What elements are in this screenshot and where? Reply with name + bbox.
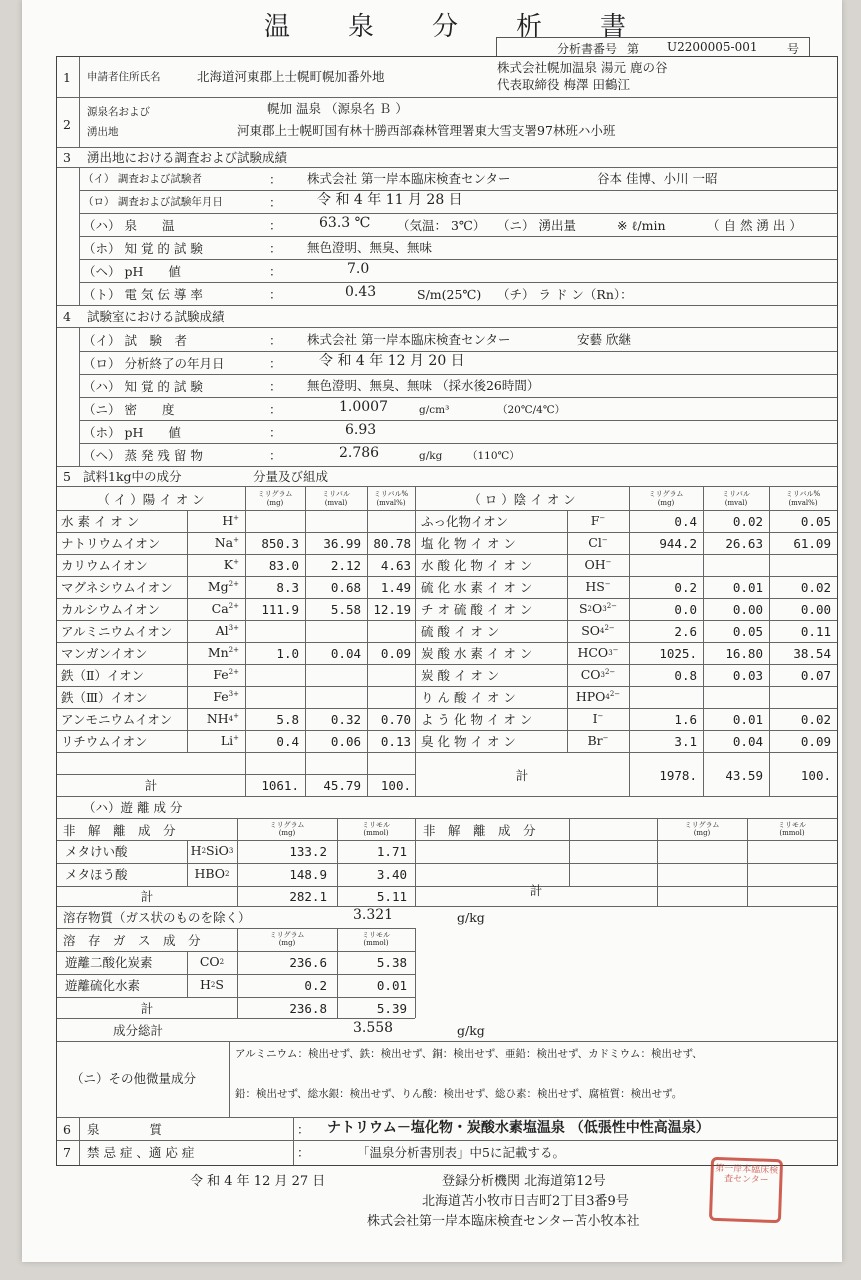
- s3-r6-label: （ト） 電 気 伝 導 率: [83, 287, 203, 302]
- row-line: [57, 576, 837, 577]
- anion-formula: $HCO_3^-$: [577, 645, 619, 660]
- residue-condition: （110℃）: [467, 450, 520, 462]
- gas-label: 溶 存 ガ ス 成 分: [63, 933, 201, 948]
- cation-formula: Na+: [214, 535, 239, 550]
- cation-pct: 0.13: [380, 734, 411, 749]
- unit-mmol: ミリモル: [362, 931, 390, 939]
- doc-number-value: U2200005-001: [667, 40, 758, 54]
- anion-formula: $HPO_4^{2-}$: [575, 689, 621, 704]
- anion-pct: 0.02: [800, 580, 831, 595]
- cation-total-mval: 45.79: [323, 778, 361, 793]
- unit-mval: (mval): [324, 499, 348, 507]
- nondiss-total-label: 計: [140, 889, 154, 904]
- unit-mval: (mval): [724, 499, 748, 507]
- s1-label: 申請者住所氏名: [87, 71, 161, 83]
- unit-mg: ミリグラム: [684, 821, 720, 829]
- anion-name: よ う 化 物 イ オ ン: [421, 712, 533, 727]
- gas-name: 遊離硫化水素: [65, 978, 141, 993]
- anion-mg: 0.0: [674, 602, 697, 617]
- cation-pct: 4.63: [380, 558, 411, 573]
- survey-tester-names: 谷本 佳博、小川 一昭: [597, 171, 718, 186]
- unit-mmol: (mmol): [363, 939, 389, 947]
- unit-mg: ミリグラム: [648, 490, 684, 498]
- footer-address: 北海道苫小牧市日吉町2丁目3番9号: [422, 1194, 629, 1209]
- cation-total-label: 計: [144, 778, 158, 793]
- survey-date: 令 和 4 年 11 月 28 日: [317, 192, 463, 208]
- anion-name: 硫 酸 イ オ ン: [421, 624, 500, 639]
- anion-mg: 0.4: [674, 514, 697, 529]
- footer-registry: 登録分析機関 北海道第12号: [442, 1174, 606, 1189]
- anion-formula: F−: [590, 513, 606, 528]
- anion-mval: 0.01: [732, 580, 763, 595]
- anion-mg: 2.6: [674, 624, 697, 639]
- anion-formula: $S_2O_3^{2-}$: [578, 601, 618, 616]
- flow-type: （ 自 然 湧 出 ）: [707, 218, 802, 233]
- cation-name: カリウムイオン: [61, 558, 148, 573]
- cation-mval: 36.99: [323, 536, 361, 551]
- unit-mg: (mg): [266, 499, 284, 507]
- sensory-test-field: 無色澄明、無臭、無味: [307, 240, 433, 255]
- anion-mg: 1025.: [659, 646, 697, 661]
- anion-formula: HS−: [585, 579, 611, 594]
- gas-mmol: 5.38: [376, 955, 407, 970]
- right-total-label: 計: [529, 883, 543, 898]
- s4-r1-label: （イ） 試 験 者: [83, 333, 187, 348]
- main-table: [56, 56, 838, 1166]
- spring-name: 幌加 温泉 （源泉名 Ｂ ）: [267, 101, 408, 116]
- gas-formula: $H_2S$: [200, 977, 224, 992]
- colon: ：: [269, 356, 282, 371]
- applicant-company: 株式会社幌加温泉 湯元 鹿の谷: [497, 60, 668, 75]
- colon: ：: [269, 402, 282, 417]
- cation-name: アンモニウムイオン: [61, 712, 173, 727]
- cation-formula: $Al^{3+}$: [215, 623, 239, 638]
- gas-mg: 236.6: [289, 955, 327, 970]
- analysis-end-date: 令 和 4 年 12 月 20 日: [319, 353, 465, 369]
- row-line: [57, 642, 837, 643]
- row-line: [57, 664, 837, 665]
- cation-name: マンガンイオン: [61, 646, 148, 661]
- s4-r3-label: （ハ） 知 覚 的 試 験: [83, 379, 203, 394]
- s3-r1-label: （イ） 調査および試験者: [83, 173, 202, 185]
- unit-mmol: ミリモル: [362, 821, 390, 829]
- anion-header: （ ロ ）陰 イ オ ン: [468, 492, 576, 507]
- doc-number-go: 号: [787, 42, 800, 56]
- cation-name: マグネシウムイオン: [61, 580, 173, 595]
- colon: ：: [269, 333, 282, 348]
- footer-company: 株式会社第一岸本臨床検査センター苫小牧本社: [367, 1214, 640, 1229]
- unit-pct: (mval%): [788, 499, 818, 507]
- applicant-address: 北海道河東郡上士幌町幌加番外地: [197, 69, 385, 84]
- cation-mg: 1.0: [276, 646, 299, 661]
- cation-name: カルシウムイオン: [61, 602, 160, 617]
- s6-label: 泉 質: [87, 1122, 163, 1137]
- doc-number-box: [496, 37, 810, 56]
- nondiss-formula: $HBO_2$: [194, 866, 230, 881]
- document-title: 温泉分析書: [264, 12, 685, 42]
- anion-mg: 1.6: [674, 712, 697, 727]
- cation-mval: 0.68: [330, 580, 361, 595]
- anion-total-mval: 43.59: [725, 768, 763, 783]
- spring-temperature: 63.3 ℃: [319, 215, 371, 231]
- cation-formula: H+: [222, 513, 239, 528]
- anion-formula: OH−: [584, 557, 612, 572]
- anion-formula: Br−: [587, 733, 609, 748]
- anion-formula: $SO_4^{2-}$: [581, 623, 615, 638]
- anion-total-pct: 100.: [800, 768, 831, 783]
- unit-mval: ミリバル: [322, 490, 350, 498]
- row-line: [57, 532, 837, 533]
- nondiss-total-mg: 282.1: [289, 889, 327, 904]
- nondiss-label: 非 解 離 成 分: [63, 823, 176, 838]
- anion-name: チ オ 硫 酸 イ オ ン: [421, 602, 533, 617]
- anion-mval: 0.04: [732, 734, 763, 749]
- company-seal-stamp: 第一岸本臨床検査センター: [709, 1157, 783, 1223]
- s6-num: 6: [63, 1122, 71, 1137]
- row-line: [57, 620, 837, 621]
- anion-name: 炭 酸 イ オ ン: [421, 668, 500, 683]
- flow-label: （ニ） 湧出量: [497, 218, 576, 233]
- anion-name: 水 酸 化 物 イ オ ン: [421, 558, 533, 573]
- cation-total-mg: 1061.: [261, 778, 299, 793]
- cation-mg: 850.3: [261, 536, 299, 551]
- cation-pct: 1.49: [380, 580, 411, 595]
- conductivity-unit: S/m(25℃): [417, 287, 482, 302]
- cation-mval: 2.12: [330, 558, 361, 573]
- trace-line1: アルミニウム：検出せず、鉄：検出せず、銅：検出せず、亜鉛：検出せず、カドミウム：検出せず、: [235, 1048, 703, 1060]
- anion-total-mg: 1978.: [659, 768, 697, 783]
- colon: ：: [269, 195, 282, 210]
- spring-quality: ナトリウム－塩化物・炭酸水素塩温泉 （低張性中性高温泉）: [327, 1120, 710, 1136]
- row-line: [57, 686, 837, 687]
- total-value: 3.558: [353, 1020, 394, 1036]
- right-nondiss-label: 非 解 離 成 分: [423, 823, 536, 838]
- nondiss-mg: 148.9: [289, 867, 327, 882]
- anion-formula: $CO_3^{2-}$: [580, 667, 616, 682]
- cation-formula: $Mn^{2+}$: [207, 645, 239, 660]
- colon: ：: [269, 425, 282, 440]
- dissolved-label: 溶存物質（ガス状のものを除く）: [63, 910, 251, 925]
- air-temperature: （気温： 3℃）: [397, 218, 486, 233]
- unit-pct: ミリバル%: [785, 490, 821, 498]
- cation-pct: 0.70: [380, 712, 411, 727]
- nondiss-mmol: 1.71: [376, 844, 407, 859]
- nondiss-mg: 133.2: [289, 844, 327, 859]
- anion-pct: 0.00: [800, 602, 831, 617]
- s5-num: 5: [63, 469, 71, 484]
- s3-r3-label: （ハ） 泉 温: [83, 218, 175, 233]
- s4-r5-label: （ホ） pH 値: [83, 425, 181, 440]
- cation-name: 鉄（Ⅲ）イオン: [61, 690, 148, 705]
- lab-tester-name: 安藝 欣継: [577, 332, 631, 347]
- anion-mg: 0.2: [674, 580, 697, 595]
- trace-line2: 鉛：検出せず、総水銀：検出せず、りん酸：検出せず、総ひ素：検出せず、腐植質：検出せず。: [235, 1088, 683, 1100]
- s3-r5-label: （ヘ） pH 値: [83, 264, 181, 279]
- unit-mg: (mg): [693, 829, 711, 837]
- unit-mg: (mg): [657, 499, 675, 507]
- anion-name: 硫 化 水 素 イ オ ン: [421, 580, 533, 595]
- row-line: [57, 554, 837, 555]
- colon: ：: [297, 1122, 310, 1137]
- unit-mg: (mg): [278, 939, 296, 947]
- nondiss-total-mmol: 5.11: [376, 889, 407, 904]
- anion-name: ふっ化物イオン: [421, 514, 509, 529]
- cation-formula: K+: [223, 557, 239, 572]
- unit-mmol: (mmol): [779, 829, 805, 837]
- conductivity: 0.43: [345, 284, 377, 300]
- lab-sensory-test: 無色澄明、無臭、無味 （採水後26時間）: [307, 378, 540, 393]
- colon: ：: [269, 448, 282, 463]
- density-value: 1.0007: [339, 399, 388, 415]
- nondiss-name: メタけい酸: [65, 844, 128, 859]
- evaporation-residue: 2.786: [339, 445, 380, 461]
- anion-pct: 61.09: [793, 536, 831, 551]
- lab-tester: 株式会社 第一岸本臨床検査センター: [307, 332, 511, 347]
- s4-r4-label: （ニ） 密 度: [83, 402, 175, 417]
- colon: ：: [269, 218, 282, 233]
- anion-mval: 0.02: [732, 514, 763, 529]
- anion-mval: 16.80: [725, 646, 763, 661]
- colon: ：: [297, 1145, 310, 1160]
- density-condition: （20℃/4℃）: [497, 404, 566, 416]
- anion-mval: 0.00: [732, 602, 763, 617]
- cation-name: 水 素 イ オ ン: [61, 514, 140, 529]
- anion-name: 炭 酸 水 素 イ オ ン: [421, 646, 533, 661]
- nondiss-formula: $H_2SiO_3$: [190, 843, 234, 858]
- s3-r4-label: （ホ） 知 覚 的 試 験: [83, 241, 203, 256]
- cation-mg: 0.4: [276, 734, 299, 749]
- total-label: 成分総計: [113, 1023, 164, 1038]
- cation-pct: 12.19: [373, 602, 411, 617]
- anion-formula: Cl−: [588, 535, 608, 550]
- free-header: （ハ）遊 離 成 分: [83, 800, 183, 815]
- row-line: [57, 730, 837, 731]
- s2-label2: 湧出地: [87, 126, 119, 138]
- cation-formula: $Mg^{2+}$: [207, 579, 239, 594]
- colon: ：: [269, 241, 282, 256]
- anion-mval: 26.63: [725, 536, 763, 551]
- nondiss-name: メタほう酸: [65, 867, 128, 882]
- unit-mmol: (mmol): [363, 829, 389, 837]
- anion-pct: 0.11: [800, 624, 831, 639]
- applicant-representative: 代表取締役 梅澤 田鶴江: [497, 77, 630, 92]
- cation-name: リチウムイオン: [61, 734, 148, 749]
- cation-formula: $Fe^{3+}$: [213, 689, 239, 704]
- unit-mg: ミリグラム: [269, 931, 305, 939]
- anion-name: り ん 酸 イ オ ン: [421, 690, 516, 705]
- cation-total-pct: 100.: [380, 778, 411, 793]
- anion-pct: 38.54: [793, 646, 831, 661]
- footer-date: 令 和 4 年 12 月 27 日: [190, 1174, 326, 1189]
- gas-total-mg: 236.8: [289, 1001, 327, 1016]
- anion-mg: 944.2: [659, 536, 697, 551]
- s3-num: 3: [63, 150, 71, 165]
- cation-name: アルミニウムイオン: [61, 624, 173, 639]
- anion-mg: 0.8: [674, 668, 697, 683]
- gas-formula: $CO_2$: [199, 954, 225, 969]
- total-unit: g/kg: [457, 1023, 485, 1038]
- flow-rate: ※ ℓ/min: [617, 218, 666, 233]
- s2-num: 2: [63, 117, 71, 132]
- cation-formula: $Ca^{2+}$: [211, 601, 239, 616]
- s4-r2-label: （ロ） 分析終了の年月日: [83, 356, 225, 371]
- trace-label: （ニ）その他微量成分: [71, 1071, 197, 1086]
- cation-header: （ イ ）陽 イ オ ン: [97, 492, 205, 507]
- anion-mval: 0.01: [732, 712, 763, 727]
- s1-num: 1: [63, 70, 71, 85]
- s4-label: 試験室における試験成績: [87, 309, 225, 324]
- cation-mg: 83.0: [268, 558, 299, 573]
- cation-name: 鉄（Ⅱ）イオン: [61, 668, 145, 683]
- s7-label: 禁 忌 症 、適 応 症: [87, 1145, 195, 1160]
- anion-name: 塩 化 物 イ オ ン: [421, 536, 516, 551]
- radon-label: （チ） ラ ド ン（Rn）：: [497, 287, 633, 302]
- dissolved-unit: g/kg: [457, 910, 485, 925]
- spring-location: 河東郡上士幌町国有林十勝西部森林管理署東大雪支署97林班ハ小班: [237, 123, 616, 138]
- colon: ：: [269, 379, 282, 394]
- anion-total-label: 計: [515, 768, 529, 783]
- row-line: [57, 598, 837, 599]
- dissolved-value: 3.321: [353, 907, 394, 923]
- gas-total-mmol: 5.39: [376, 1001, 407, 1016]
- cation-mval: 0.04: [330, 646, 361, 661]
- cation-formula: $NH_4^+$: [206, 711, 239, 726]
- analysis-sheet: [22, 0, 842, 1262]
- unit-mg: ミリグラム: [269, 821, 305, 829]
- indications: 「温泉分析書別表」中5に記載する。: [357, 1145, 565, 1160]
- s4-r6-label: （ヘ） 蒸 発 残 留 物: [83, 448, 203, 463]
- doc-number-dai: 第: [627, 42, 640, 56]
- doc-number-label: 分析書番号: [557, 42, 618, 56]
- cation-mval: 0.06: [330, 734, 361, 749]
- anion-name: 臭 化 物 イ オ ン: [421, 734, 516, 749]
- cation-formula: $Fe^{2+}$: [213, 667, 239, 682]
- gas-mg: 0.2: [304, 978, 327, 993]
- s5-label2: 分量及び組成: [253, 469, 329, 484]
- anion-formula: I−: [592, 711, 604, 726]
- anion-pct: 0.09: [800, 734, 831, 749]
- lab-ph: 6.93: [345, 422, 377, 438]
- cation-mval: 0.32: [330, 712, 361, 727]
- ph-field: 7.0: [347, 261, 370, 277]
- cation-pct: 80.78: [373, 536, 411, 551]
- cation-name: ナトリウムイオン: [61, 536, 161, 551]
- s4-num: 4: [63, 309, 71, 324]
- gas-name: 遊離二酸化炭素: [65, 955, 153, 970]
- colon: ：: [269, 287, 282, 302]
- anion-mval: 0.03: [732, 668, 763, 683]
- cation-mg: 8.3: [276, 580, 299, 595]
- colon: ：: [269, 172, 282, 187]
- unit-mval: ミリバル: [722, 490, 750, 498]
- s2-label1: 源泉名および: [87, 106, 150, 118]
- survey-tester: 株式会社 第一岸本臨床検査センター: [307, 171, 511, 186]
- anion-mval: 0.05: [732, 624, 763, 639]
- gas-mmol: 0.01: [376, 978, 407, 993]
- unit-mg: (mg): [278, 829, 296, 837]
- cation-formula: Li+: [220, 733, 239, 748]
- unit-mmol: ミリモル: [778, 821, 806, 829]
- cation-pct: 0.09: [380, 646, 411, 661]
- s7-num: 7: [63, 1145, 71, 1160]
- unit-mg: ミリグラム: [257, 490, 293, 498]
- cation-mval: 5.58: [330, 602, 361, 617]
- s3-label: 湧出地における調査および試験成績: [87, 150, 288, 165]
- s5-label: 試料1kg中の成分: [83, 469, 182, 484]
- anion-mg: 3.1: [674, 734, 697, 749]
- residue-unit: g/kg: [419, 450, 443, 462]
- anion-pct: 0.05: [800, 514, 831, 529]
- anion-pct: 0.02: [800, 712, 831, 727]
- density-unit: g/cm³: [419, 404, 450, 416]
- cation-mg: 5.8: [276, 712, 299, 727]
- row-line: [57, 708, 837, 709]
- s3-r2-label: （ロ） 調査および試験年月日: [83, 196, 223, 208]
- nondiss-mmol: 3.40: [376, 867, 407, 882]
- unit-pct: ミリバル%: [373, 490, 409, 498]
- anion-pct: 0.07: [800, 668, 831, 683]
- colon: ：: [269, 264, 282, 279]
- gas-total-label: 計: [140, 1001, 154, 1016]
- unit-pct: (mval%): [376, 499, 406, 507]
- cation-mg: 111.9: [261, 602, 299, 617]
